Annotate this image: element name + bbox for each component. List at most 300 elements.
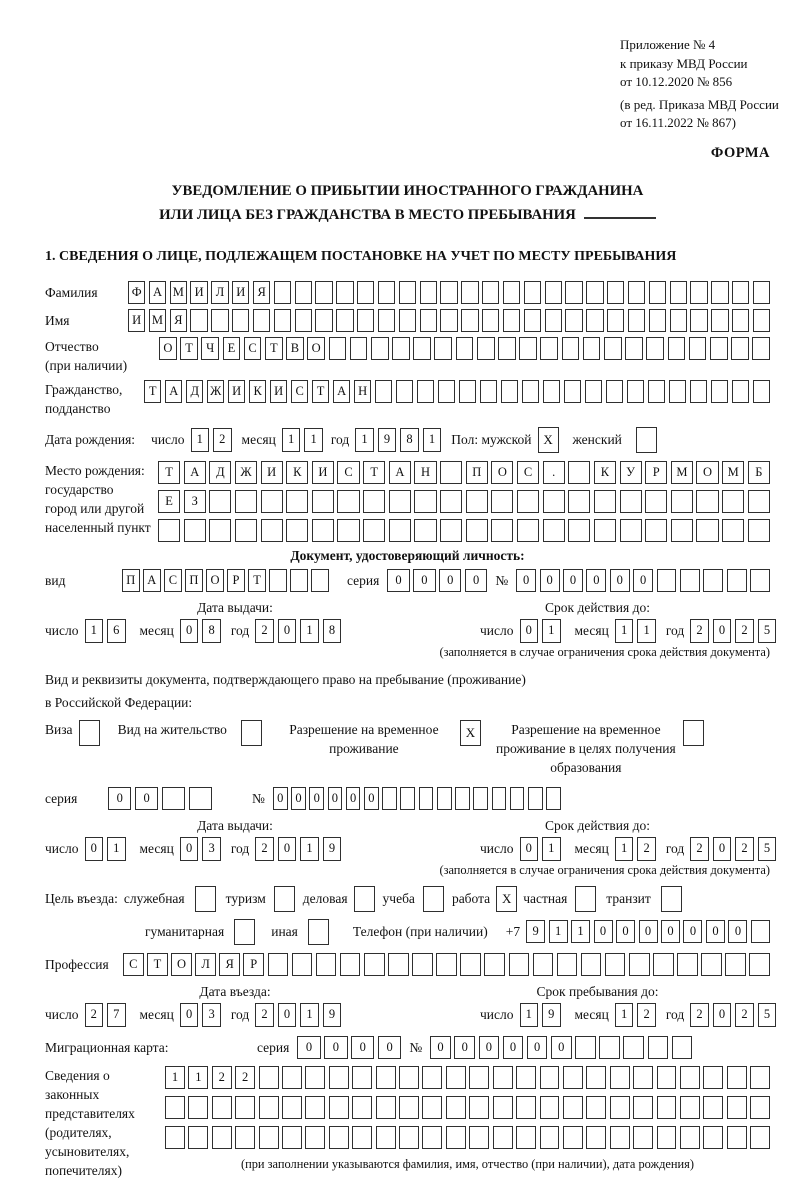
char-cell[interactable] (188, 1126, 208, 1149)
char-cell[interactable] (459, 380, 476, 403)
char-cell[interactable] (690, 309, 707, 332)
char-cell[interactable]: 0 (364, 787, 379, 810)
char-cell[interactable] (440, 519, 462, 542)
char-cell[interactable]: 2 (690, 619, 709, 643)
purpose-work-checkbox[interactable]: X (496, 886, 517, 912)
char-cell[interactable] (599, 1036, 620, 1059)
char-cell[interactable] (305, 1096, 325, 1119)
char-cell[interactable] (696, 490, 718, 513)
char-cell[interactable] (399, 309, 416, 332)
char-cell[interactable]: А (143, 569, 161, 592)
char-cell[interactable] (235, 519, 257, 542)
char-cell[interactable]: 1 (520, 1003, 539, 1027)
residence-permit-checkbox[interactable] (241, 720, 262, 746)
char-cell[interactable]: . (543, 461, 565, 484)
char-cell[interactable]: У (620, 461, 642, 484)
char-cell[interactable] (491, 490, 513, 513)
char-cell[interactable] (389, 519, 411, 542)
char-cell[interactable]: 0 (563, 569, 583, 592)
char-cell[interactable]: 0 (278, 837, 297, 861)
char-cell[interactable]: 0 (430, 1036, 451, 1059)
char-cell[interactable] (703, 1096, 723, 1119)
char-cell[interactable] (563, 1066, 583, 1089)
char-cell[interactable] (337, 519, 359, 542)
purpose-study-checkbox[interactable] (423, 886, 444, 912)
char-cell[interactable]: Т (265, 337, 283, 360)
char-cell[interactable] (286, 490, 308, 513)
char-cell[interactable] (305, 1126, 325, 1149)
char-cell[interactable]: 0 (454, 1036, 475, 1059)
char-cell[interactable] (516, 1126, 536, 1149)
char-cell[interactable] (400, 787, 415, 810)
char-cell[interactable]: 1 (355, 428, 374, 452)
char-cell[interactable]: 1 (637, 619, 656, 643)
char-cell[interactable]: 0 (180, 619, 199, 643)
char-cell[interactable]: 0 (108, 787, 131, 810)
char-cell[interactable]: 0 (328, 787, 343, 810)
char-cell[interactable]: М (722, 461, 744, 484)
char-cell[interactable]: 1 (423, 428, 442, 452)
char-cell[interactable] (209, 490, 231, 513)
char-cell[interactable] (364, 953, 385, 976)
char-cell[interactable] (493, 1066, 513, 1089)
char-cell[interactable]: 0 (706, 920, 725, 943)
char-cell[interactable] (337, 490, 359, 513)
char-cell[interactable]: А (389, 461, 411, 484)
char-cell[interactable]: О (307, 337, 325, 360)
char-cell[interactable] (725, 953, 746, 976)
char-cell[interactable]: А (184, 461, 206, 484)
char-cell[interactable] (389, 490, 411, 513)
char-cell[interactable] (491, 519, 513, 542)
char-cell[interactable] (420, 281, 437, 304)
char-cell[interactable] (565, 309, 582, 332)
char-cell[interactable]: 0 (713, 619, 732, 643)
char-cell[interactable] (440, 461, 462, 484)
char-cell[interactable]: 0 (439, 569, 461, 592)
char-cell[interactable]: О (159, 337, 177, 360)
char-cell[interactable]: Я (170, 309, 187, 332)
char-cell[interactable] (286, 519, 308, 542)
char-cell[interactable] (519, 337, 537, 360)
char-cell[interactable]: 0 (351, 1036, 374, 1059)
char-cell[interactable] (378, 281, 395, 304)
char-cell[interactable] (434, 337, 452, 360)
char-cell[interactable] (498, 337, 516, 360)
char-cell[interactable] (690, 380, 707, 403)
char-cell[interactable]: 1 (300, 1003, 319, 1027)
female-checkbox[interactable] (636, 427, 657, 453)
purpose-private-checkbox[interactable] (575, 886, 596, 912)
char-cell[interactable]: Я (253, 281, 270, 304)
char-cell[interactable] (209, 519, 231, 542)
char-cell[interactable]: Т (363, 461, 385, 484)
char-cell[interactable] (477, 337, 495, 360)
purpose-tourism-checkbox[interactable] (274, 886, 295, 912)
char-cell[interactable] (751, 920, 770, 943)
char-cell[interactable] (375, 380, 392, 403)
char-cell[interactable] (750, 569, 770, 592)
char-cell[interactable]: 2 (235, 1066, 255, 1089)
char-cell[interactable]: С (244, 337, 262, 360)
char-cell[interactable] (586, 309, 603, 332)
char-cell[interactable]: С (123, 953, 144, 976)
char-cell[interactable] (312, 490, 334, 513)
char-cell[interactable] (469, 1096, 489, 1119)
char-cell[interactable] (540, 337, 558, 360)
char-cell[interactable] (524, 309, 541, 332)
char-cell[interactable] (235, 490, 257, 513)
char-cell[interactable] (357, 281, 374, 304)
char-cell[interactable] (501, 380, 518, 403)
char-cell[interactable] (414, 519, 436, 542)
char-cell[interactable] (703, 1066, 723, 1089)
char-cell[interactable] (732, 309, 749, 332)
char-cell[interactable]: Т (248, 569, 266, 592)
char-cell[interactable]: 0 (378, 1036, 401, 1059)
char-cell[interactable] (731, 337, 749, 360)
char-cell[interactable] (540, 1126, 560, 1149)
char-cell[interactable] (564, 380, 581, 403)
char-cell[interactable] (282, 1096, 302, 1119)
char-cell[interactable]: 2 (735, 1003, 754, 1027)
char-cell[interactable] (295, 309, 312, 332)
char-cell[interactable] (232, 309, 249, 332)
char-cell[interactable] (461, 309, 478, 332)
char-cell[interactable] (703, 569, 723, 592)
char-cell[interactable] (607, 281, 624, 304)
char-cell[interactable] (633, 1066, 653, 1089)
char-cell[interactable] (446, 1126, 466, 1149)
char-cell[interactable]: 0 (633, 569, 653, 592)
char-cell[interactable] (750, 1126, 770, 1149)
char-cell[interactable] (438, 380, 455, 403)
char-cell[interactable] (461, 281, 478, 304)
char-cell[interactable]: М (149, 309, 166, 332)
char-cell[interactable]: 0 (278, 619, 297, 643)
char-cell[interactable] (701, 953, 722, 976)
char-cell[interactable]: 8 (323, 619, 342, 643)
char-cell[interactable]: С (291, 380, 308, 403)
char-cell[interactable]: М (170, 281, 187, 304)
char-cell[interactable] (568, 461, 590, 484)
char-cell[interactable]: 0 (346, 787, 361, 810)
char-cell[interactable]: 2 (735, 619, 754, 643)
char-cell[interactable]: 2 (85, 1003, 104, 1027)
char-cell[interactable]: 1 (615, 837, 634, 861)
char-cell[interactable]: 0 (387, 569, 409, 592)
char-cell[interactable] (295, 281, 312, 304)
char-cell[interactable]: 0 (520, 837, 539, 861)
char-cell[interactable] (748, 519, 770, 542)
char-cell[interactable] (352, 1096, 372, 1119)
char-cell[interactable]: О (696, 461, 718, 484)
char-cell[interactable]: 0 (713, 1003, 732, 1027)
male-checkbox[interactable]: X (538, 427, 559, 453)
char-cell[interactable] (261, 490, 283, 513)
char-cell[interactable] (312, 519, 334, 542)
char-cell[interactable] (315, 281, 332, 304)
char-cell[interactable]: И (232, 281, 249, 304)
temp-residence-edu-checkbox[interactable] (683, 720, 704, 746)
char-cell[interactable] (315, 309, 332, 332)
purpose-other-checkbox[interactable] (308, 919, 329, 945)
char-cell[interactable] (722, 519, 744, 542)
char-cell[interactable] (440, 281, 457, 304)
char-cell[interactable] (440, 309, 457, 332)
char-cell[interactable] (610, 1126, 630, 1149)
char-cell[interactable] (672, 1036, 693, 1059)
char-cell[interactable] (484, 953, 505, 976)
char-cell[interactable] (482, 281, 499, 304)
char-cell[interactable]: Б (748, 461, 770, 484)
char-cell[interactable] (469, 1126, 489, 1149)
char-cell[interactable] (357, 309, 374, 332)
char-cell[interactable] (466, 519, 488, 542)
char-cell[interactable] (493, 1096, 513, 1119)
char-cell[interactable]: 2 (637, 837, 656, 861)
char-cell[interactable] (722, 490, 744, 513)
char-cell[interactable] (689, 337, 707, 360)
char-cell[interactable] (446, 1066, 466, 1089)
char-cell[interactable] (212, 1126, 232, 1149)
char-cell[interactable]: Н (414, 461, 436, 484)
char-cell[interactable]: А (149, 281, 166, 304)
char-cell[interactable]: Е (158, 490, 180, 513)
char-cell[interactable] (680, 569, 700, 592)
char-cell[interactable] (311, 569, 329, 592)
char-cell[interactable] (446, 1096, 466, 1119)
char-cell[interactable]: 2 (690, 1003, 709, 1027)
char-cell[interactable]: 0 (540, 569, 560, 592)
char-cell[interactable] (412, 953, 433, 976)
char-cell[interactable] (563, 1126, 583, 1149)
char-cell[interactable] (399, 281, 416, 304)
char-cell[interactable]: Р (645, 461, 667, 484)
temp-residence-checkbox[interactable]: X (460, 720, 481, 746)
char-cell[interactable] (516, 1096, 536, 1119)
char-cell[interactable] (633, 1096, 653, 1119)
char-cell[interactable]: 2 (255, 1003, 274, 1027)
char-cell[interactable] (710, 337, 728, 360)
char-cell[interactable] (268, 953, 289, 976)
char-cell[interactable] (680, 1096, 700, 1119)
char-cell[interactable]: 0 (297, 1036, 320, 1059)
char-cell[interactable] (436, 953, 457, 976)
char-cell[interactable] (557, 953, 578, 976)
char-cell[interactable] (543, 490, 565, 513)
char-cell[interactable]: 1 (165, 1066, 185, 1089)
char-cell[interactable]: 1 (191, 428, 210, 452)
char-cell[interactable] (657, 569, 677, 592)
char-cell[interactable]: Т (147, 953, 168, 976)
char-cell[interactable] (422, 1066, 442, 1089)
char-cell[interactable]: 1 (188, 1066, 208, 1089)
char-cell[interactable] (417, 380, 434, 403)
char-cell[interactable] (399, 1066, 419, 1089)
char-cell[interactable] (627, 380, 644, 403)
char-cell[interactable] (316, 953, 337, 976)
char-cell[interactable] (670, 309, 687, 332)
char-cell[interactable] (649, 309, 666, 332)
char-cell[interactable]: 1 (571, 920, 590, 943)
purpose-humanitarian-checkbox[interactable] (234, 919, 255, 945)
char-cell[interactable] (371, 337, 389, 360)
char-cell[interactable]: 2 (212, 1066, 232, 1089)
char-cell[interactable]: 0 (516, 569, 536, 592)
char-cell[interactable] (388, 953, 409, 976)
char-cell[interactable] (620, 490, 642, 513)
char-cell[interactable] (480, 380, 497, 403)
char-cell[interactable] (594, 490, 616, 513)
char-cell[interactable]: И (312, 461, 334, 484)
char-cell[interactable]: Р (227, 569, 245, 592)
char-cell[interactable] (690, 281, 707, 304)
char-cell[interactable] (376, 1096, 396, 1119)
char-cell[interactable] (680, 1066, 700, 1089)
char-cell[interactable] (352, 1126, 372, 1149)
char-cell[interactable] (648, 1036, 669, 1059)
char-cell[interactable] (586, 1126, 606, 1149)
char-cell[interactable]: 0 (713, 837, 732, 861)
char-cell[interactable] (292, 953, 313, 976)
char-cell[interactable] (399, 1126, 419, 1149)
char-cell[interactable]: 1 (300, 619, 319, 643)
char-cell[interactable] (586, 1096, 606, 1119)
char-cell[interactable]: М (671, 461, 693, 484)
char-cell[interactable] (336, 281, 353, 304)
char-cell[interactable]: 0 (278, 1003, 297, 1027)
char-cell[interactable]: 1 (107, 837, 126, 861)
char-cell[interactable] (378, 309, 395, 332)
char-cell[interactable]: 0 (520, 619, 539, 643)
char-cell[interactable] (594, 519, 616, 542)
char-cell[interactable] (420, 309, 437, 332)
char-cell[interactable] (510, 787, 525, 810)
char-cell[interactable] (282, 1126, 302, 1149)
char-cell[interactable] (165, 1096, 185, 1119)
char-cell[interactable] (437, 787, 452, 810)
char-cell[interactable] (749, 953, 770, 976)
char-cell[interactable]: 0 (324, 1036, 347, 1059)
char-cell[interactable] (545, 309, 562, 332)
char-cell[interactable]: Р (243, 953, 264, 976)
char-cell[interactable] (253, 309, 270, 332)
char-cell[interactable]: Ч (201, 337, 219, 360)
purpose-transit-checkbox[interactable] (661, 886, 682, 912)
char-cell[interactable] (753, 380, 770, 403)
char-cell[interactable] (422, 1096, 442, 1119)
char-cell[interactable] (671, 519, 693, 542)
char-cell[interactable] (649, 281, 666, 304)
char-cell[interactable]: Т (312, 380, 329, 403)
char-cell[interactable]: Д (186, 380, 203, 403)
char-cell[interactable]: А (333, 380, 350, 403)
char-cell[interactable]: 2 (255, 837, 274, 861)
char-cell[interactable]: Ж (207, 380, 224, 403)
char-cell[interactable]: 1 (615, 1003, 634, 1027)
char-cell[interactable] (382, 787, 397, 810)
char-cell[interactable] (329, 1096, 349, 1119)
char-cell[interactable]: Т (180, 337, 198, 360)
char-cell[interactable]: 1 (542, 619, 561, 643)
char-cell[interactable]: Л (195, 953, 216, 976)
char-cell[interactable] (261, 519, 283, 542)
char-cell[interactable] (503, 281, 520, 304)
char-cell[interactable]: 0 (639, 920, 658, 943)
char-cell[interactable] (605, 953, 626, 976)
char-cell[interactable] (493, 1126, 513, 1149)
char-cell[interactable] (607, 309, 624, 332)
char-cell[interactable]: П (466, 461, 488, 484)
char-cell[interactable] (190, 309, 207, 332)
char-cell[interactable] (422, 1126, 442, 1149)
char-cell[interactable]: 0 (85, 837, 104, 861)
char-cell[interactable]: 0 (135, 787, 158, 810)
char-cell[interactable] (162, 787, 185, 810)
char-cell[interactable] (696, 519, 718, 542)
char-cell[interactable] (329, 337, 347, 360)
char-cell[interactable] (606, 380, 623, 403)
char-cell[interactable] (492, 787, 507, 810)
char-cell[interactable] (456, 337, 474, 360)
char-cell[interactable] (350, 337, 368, 360)
char-cell[interactable] (212, 1096, 232, 1119)
char-cell[interactable]: 0 (180, 837, 199, 861)
char-cell[interactable] (727, 569, 747, 592)
char-cell[interactable]: 0 (503, 1036, 524, 1059)
char-cell[interactable] (414, 490, 436, 513)
char-cell[interactable]: 1 (282, 428, 301, 452)
char-cell[interactable]: 0 (683, 920, 702, 943)
char-cell[interactable]: 9 (526, 920, 545, 943)
char-cell[interactable]: К (594, 461, 616, 484)
char-cell[interactable] (628, 309, 645, 332)
char-cell[interactable]: 9 (323, 837, 342, 861)
char-cell[interactable] (440, 490, 462, 513)
char-cell[interactable] (610, 1066, 630, 1089)
visa-checkbox[interactable] (79, 720, 100, 746)
char-cell[interactable] (753, 309, 770, 332)
char-cell[interactable] (352, 1066, 372, 1089)
purpose-official-checkbox[interactable] (195, 886, 216, 912)
char-cell[interactable] (413, 337, 431, 360)
char-cell[interactable] (657, 1066, 677, 1089)
char-cell[interactable]: 0 (728, 920, 747, 943)
char-cell[interactable] (562, 337, 580, 360)
char-cell[interactable] (188, 1096, 208, 1119)
char-cell[interactable] (568, 490, 590, 513)
char-cell[interactable] (189, 787, 212, 810)
char-cell[interactable]: 0 (180, 1003, 199, 1027)
char-cell[interactable] (625, 337, 643, 360)
char-cell[interactable] (340, 953, 361, 976)
char-cell[interactable]: И (128, 309, 145, 332)
char-cell[interactable] (677, 953, 698, 976)
char-cell[interactable] (363, 490, 385, 513)
char-cell[interactable]: Т (158, 461, 180, 484)
char-cell[interactable]: 0 (527, 1036, 548, 1059)
char-cell[interactable] (455, 787, 470, 810)
char-cell[interactable]: 5 (758, 619, 777, 643)
char-cell[interactable]: 3 (202, 837, 221, 861)
char-cell[interactable]: 1 (300, 837, 319, 861)
char-cell[interactable] (727, 1126, 747, 1149)
char-cell[interactable]: Я (219, 953, 240, 976)
char-cell[interactable] (376, 1126, 396, 1149)
char-cell[interactable] (568, 519, 590, 542)
char-cell[interactable] (669, 380, 686, 403)
